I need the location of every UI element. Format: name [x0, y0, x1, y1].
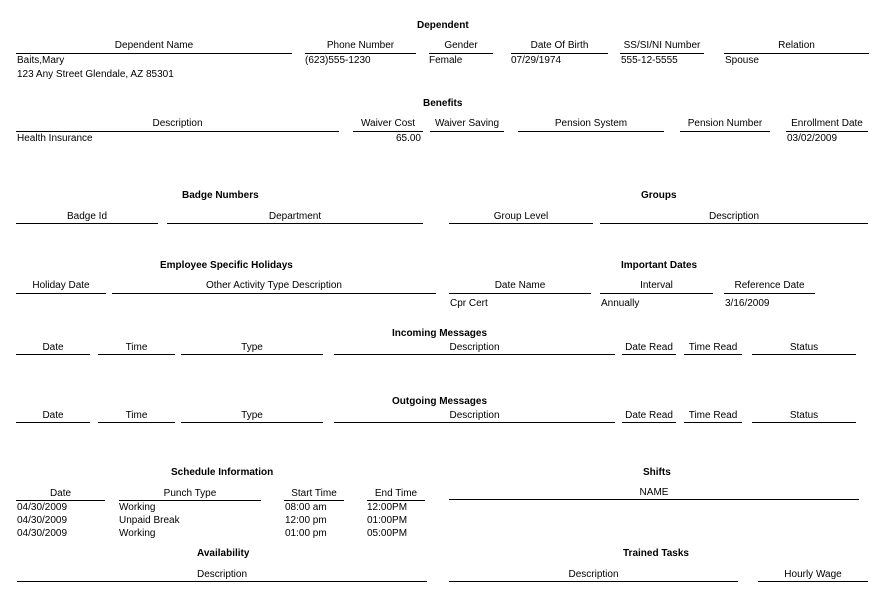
divider — [449, 581, 738, 582]
group-description-header: Description — [708, 211, 760, 222]
incoming-messages-title: Incoming Messages — [392, 328, 488, 339]
divider — [16, 354, 90, 355]
benefit-enrollment-date: 03/02/2009 — [787, 133, 838, 144]
divider — [17, 581, 427, 582]
divider — [724, 293, 815, 294]
end-time-header: End Time — [374, 488, 418, 499]
outgoing-description-header: Description — [449, 410, 500, 421]
holiday-description-header: Other Activity Type Description — [206, 280, 342, 291]
schedule-date: 04/30/2009 — [17, 502, 68, 513]
badge-numbers-title: Badge Numbers — [182, 190, 259, 201]
date-name-header: Date Name — [494, 280, 546, 291]
dependent-address: 123 Any Street Glendale, AZ 85301 — [17, 69, 174, 80]
divider — [167, 223, 423, 224]
divider — [518, 131, 664, 132]
divider — [284, 500, 344, 501]
trained-task-description-header: Description — [568, 569, 619, 580]
trained-tasks-title: Trained Tasks — [623, 548, 689, 559]
divider — [684, 354, 742, 355]
pension-system-header: Pension System — [554, 118, 628, 129]
dependent-name-header: Dependent Name — [114, 40, 194, 51]
enrollment-date-header: Enrollment Date — [791, 118, 863, 129]
important-date-interval: Annually — [601, 298, 640, 309]
divider — [684, 422, 742, 423]
divider — [334, 354, 615, 355]
outgoing-date-read-header: Date Read — [625, 410, 673, 421]
incoming-description-header: Description — [449, 342, 500, 353]
divider — [600, 223, 868, 224]
divider — [119, 500, 261, 501]
schedule-punch-type: Unpaid Break — [119, 515, 180, 526]
dependent-phone: (623)555-1230 — [305, 55, 371, 66]
divider — [98, 422, 175, 423]
divider — [353, 131, 423, 132]
divider — [752, 422, 856, 423]
incoming-type-header: Type — [241, 342, 263, 353]
ssn-header: SS/SI/NI Number — [623, 40, 701, 51]
schedule-end-time: 05:00PM — [367, 528, 408, 539]
waiver-cost-header: Waiver Cost — [360, 118, 416, 129]
divider — [680, 131, 770, 132]
outgoing-status-header: Status — [789, 410, 819, 421]
divider — [758, 581, 868, 582]
dependent-gender: Female — [429, 55, 463, 66]
benefit-description-header: Description — [152, 118, 203, 129]
divider — [334, 422, 615, 423]
groups-title: Groups — [641, 190, 677, 201]
divider — [430, 131, 504, 132]
incoming-date-read-header: Date Read — [625, 342, 673, 353]
pension-number-header: Pension Number — [687, 118, 763, 129]
phone-header: Phone Number — [326, 40, 395, 51]
divider — [449, 499, 859, 500]
interval-header: Interval — [640, 280, 673, 291]
dependent-name: Baits,Mary — [17, 55, 65, 66]
relation-header: Relation — [778, 40, 815, 51]
schedule-date-header: Date — [49, 488, 72, 499]
schedule-end-time: 12:00PM — [367, 502, 408, 513]
divider — [786, 131, 868, 132]
divider — [429, 53, 493, 54]
hourly-wage-header: Hourly Wage — [784, 569, 842, 580]
start-time-header: Start Time — [291, 488, 337, 499]
divider — [752, 354, 856, 355]
important-dates-title: Important Dates — [621, 260, 698, 271]
outgoing-type-header: Type — [241, 410, 263, 421]
schedule-punch-type: Working — [119, 528, 156, 539]
availability-title: Availability — [197, 548, 250, 559]
divider — [600, 293, 713, 294]
benefit-waiver-cost: 65.00 — [395, 133, 421, 144]
outgoing-messages-title: Outgoing Messages — [392, 396, 488, 407]
divider — [181, 354, 323, 355]
availability-description-header: Description — [196, 569, 248, 580]
divider — [449, 293, 591, 294]
dependent-dob: 07/29/1974 — [511, 55, 562, 66]
incoming-time-header: Time — [125, 342, 148, 353]
schedule-end-time: 01:00PM — [367, 515, 408, 526]
schedule-punch-type: Working — [119, 502, 156, 513]
divider — [98, 354, 175, 355]
schedule-start-time: 12:00 pm — [285, 515, 327, 526]
dob-header: Date Of Birth — [530, 40, 589, 51]
group-level-header: Group Level — [493, 211, 549, 222]
waiver-saving-header: Waiver Saving — [434, 118, 500, 129]
divider — [16, 131, 339, 132]
incoming-time-read-header: Time Read — [688, 342, 738, 353]
punch-type-header: Punch Type — [163, 488, 217, 499]
divider — [449, 223, 593, 224]
divider — [16, 422, 90, 423]
divider — [724, 53, 869, 54]
divider — [16, 223, 158, 224]
dependent-relation: Spouse — [725, 55, 759, 66]
schedule-title: Schedule Information — [171, 467, 274, 478]
divider — [16, 293, 106, 294]
incoming-date-header: Date — [42, 342, 64, 353]
outgoing-date-header: Date — [42, 410, 64, 421]
divider — [16, 500, 105, 501]
holidays-title: Employee Specific Holidays — [160, 260, 293, 271]
shift-name-header: NAME — [639, 487, 669, 498]
incoming-status-header: Status — [789, 342, 819, 353]
outgoing-time-header: Time — [125, 410, 148, 421]
gender-header: Gender — [444, 40, 478, 51]
badge-id-header: Badge Id — [66, 211, 108, 222]
divider — [112, 293, 436, 294]
benefit-description: Health Insurance — [17, 133, 93, 144]
divider — [622, 422, 676, 423]
divider — [305, 53, 416, 54]
divider — [181, 422, 323, 423]
divider — [620, 53, 704, 54]
divider — [622, 354, 676, 355]
divider — [16, 53, 292, 54]
shifts-title: Shifts — [643, 467, 671, 478]
divider — [367, 500, 425, 501]
department-header: Department — [268, 211, 322, 222]
dependent-title: Dependent — [417, 20, 469, 31]
schedule-start-time: 08:00 am — [285, 502, 327, 513]
divider — [511, 53, 608, 54]
dependent-ssn: 555-12-5555 — [621, 55, 678, 66]
reference-date-header: Reference Date — [734, 280, 805, 291]
benefits-title: Benefits — [423, 98, 463, 109]
schedule-date: 04/30/2009 — [17, 528, 68, 539]
important-date-reference: 3/16/2009 — [725, 298, 770, 309]
holiday-date-header: Holiday Date — [32, 280, 90, 291]
schedule-start-time: 01:00 pm — [285, 528, 327, 539]
important-date-name: Cpr Cert — [450, 298, 488, 309]
outgoing-time-read-header: Time Read — [688, 410, 738, 421]
schedule-date: 04/30/2009 — [17, 515, 68, 526]
